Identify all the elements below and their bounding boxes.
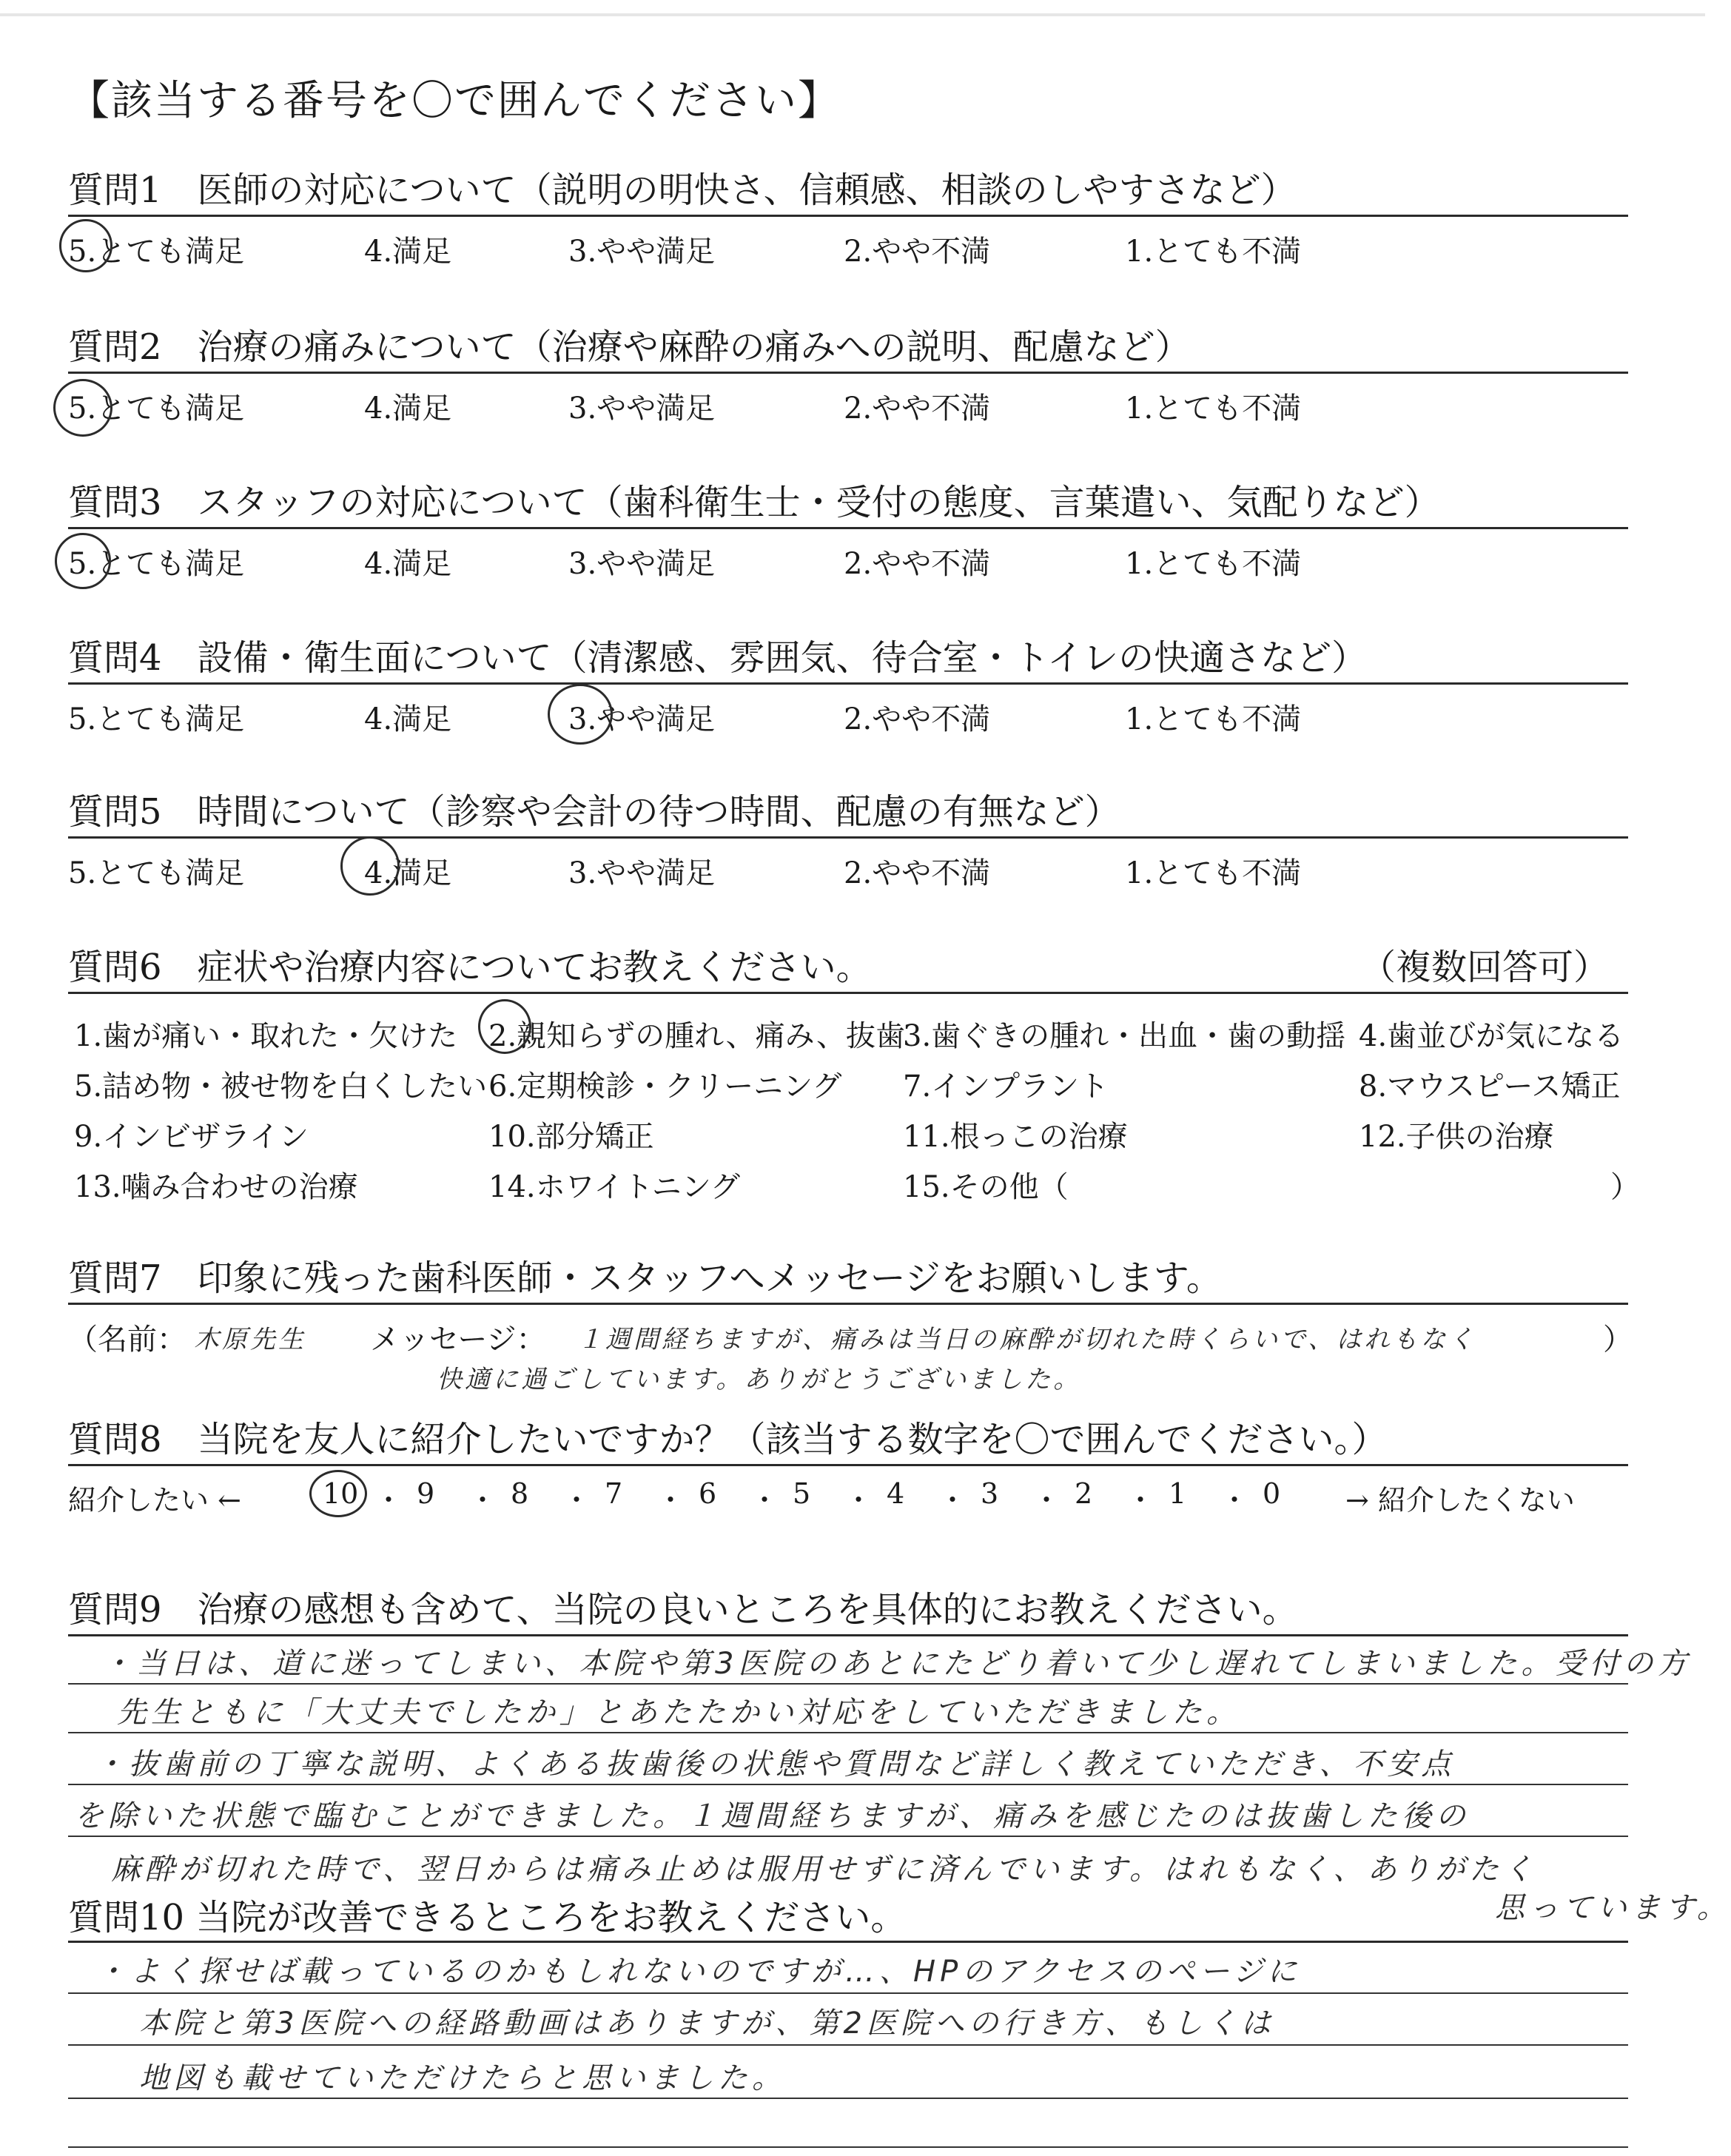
q2-option-4[interactable]: 4.満足 <box>364 392 452 426</box>
q2-option-3[interactable]: 3.やや満足 <box>568 392 716 426</box>
q7-title: 質問7 印象に残った歯科医師・スタッフへメッセージをお願いします。 <box>68 1257 1222 1299</box>
q10-answer-line-3[interactable]: 地図も載せていただけたらと思いました。 <box>139 2061 786 2095</box>
q6-option-3[interactable]: 3.歯ぐきの腫れ・出血・歯の動揺 <box>903 1019 1346 1053</box>
q8-scale-separator: ・ <box>1126 1484 1155 1517</box>
q6-option-2[interactable]: 2.親知らずの腫れ、痛み、抜歯 <box>488 1019 905 1053</box>
q3-option-5[interactable]: 5.とても満足 <box>68 547 245 581</box>
q7-name-handwritten[interactable]: 木原先生 <box>194 1325 306 1354</box>
q3-option-4[interactable]: 4.満足 <box>364 547 452 581</box>
q8-right-label: → 紹介したくない <box>1345 1484 1575 1517</box>
q1-option-2[interactable]: 2.やや不満 <box>844 235 991 269</box>
q8-scale-9[interactable]: 9 <box>417 1477 435 1510</box>
q6-option-13[interactable]: 13.噛み合わせの治療 <box>74 1170 358 1204</box>
q9-answer-line-2[interactable]: 先生ともに「大丈夫でしたか」とあたたかい対応をしていただきました。 <box>117 1696 1240 1730</box>
q4-selection-circle <box>548 684 613 745</box>
q2-title: 質問2 治療の痛みについて（治療や麻酔の痛みへの説明、配慮など） <box>68 326 1191 368</box>
q8-scale-5[interactable]: 5 <box>793 1477 811 1510</box>
q7-name-label: （名前： <box>68 1323 186 1357</box>
q8-scale-10[interactable]: 10 <box>323 1477 359 1510</box>
q7-rule <box>68 1303 1628 1305</box>
q1-option-4[interactable]: 4.満足 <box>364 235 452 269</box>
q1-selection-circle <box>59 219 112 272</box>
q5-option-4[interactable]: 4.満足 <box>364 856 452 890</box>
q5-option-5[interactable]: 5.とても満足 <box>68 856 245 890</box>
q6-option-15[interactable]: 15.その他（ <box>903 1170 1069 1204</box>
q1-option-1[interactable]: 1.とても不満 <box>1125 235 1302 269</box>
q9-writing-line-2 <box>68 1732 1628 1733</box>
q9-answer-line-4[interactable]: を除いた状態で臨むことができました。１週間経ちますが、痛みを感じたのは抜歯した後の <box>74 1799 1470 1833</box>
q4-option-5[interactable]: 5.とても満足 <box>68 702 245 736</box>
q5-option-1[interactable]: 1.とても不満 <box>1125 856 1302 890</box>
page-heading: 【該当する番号を〇で囲んでください】 <box>68 77 841 125</box>
q8-scale-7[interactable]: 7 <box>605 1477 623 1510</box>
q5-option-2[interactable]: 2.やや不満 <box>844 856 991 890</box>
q3-option-1[interactable]: 1.とても不満 <box>1125 547 1302 581</box>
q4-option-2[interactable]: 2.やや不満 <box>844 702 991 736</box>
q10-answer-line-2[interactable]: 本院と第3医院への経路動画はありますが、第2医院への行き方、もしくは <box>139 2006 1275 2041</box>
q8-scale-separator: ・ <box>1220 1484 1249 1517</box>
q5-selection-circle <box>340 836 400 896</box>
q9-rule <box>68 1634 1628 1636</box>
q3-selection-circle <box>55 533 111 589</box>
q6-option-6[interactable]: 6.定期検診・クリーニング <box>488 1069 842 1104</box>
q3-rule <box>68 527 1628 529</box>
q1-option-3[interactable]: 3.やや満足 <box>568 235 716 269</box>
q3-title: 質問3 スタッフの対応について（歯科衛生士・受付の態度、言葉遣い、気配りなど） <box>68 482 1440 523</box>
q6-rule <box>68 992 1628 994</box>
q9-answer-tail[interactable]: 思っています。 <box>1495 1891 1731 1925</box>
q9-writing-line-1 <box>68 1683 1628 1685</box>
q6-option-9[interactable]: 9.インビザライン <box>74 1120 309 1154</box>
q4-title: 質問4 設備・衛生面について（清潔感、雰囲気、待合室・トイレの快適さなど） <box>68 637 1368 679</box>
q1-option-5[interactable]: 5.とても満足 <box>68 235 245 269</box>
q8-scale-separator: ・ <box>938 1484 967 1517</box>
q1-title: 質問1 医師の対応について（説明の明快さ、信頼感、相談のしやすさなど） <box>68 169 1297 211</box>
q6-option-11[interactable]: 11.根っこの治療 <box>903 1120 1128 1154</box>
q2-option-2[interactable]: 2.やや不満 <box>844 392 991 426</box>
q3-option-3[interactable]: 3.やや満足 <box>568 547 716 581</box>
q8-left-label: 紹介したい ← <box>68 1484 241 1517</box>
q10-writing-line-4 <box>68 2146 1628 2148</box>
q4-option-1[interactable]: 1.とても不満 <box>1125 702 1302 736</box>
q8-scale-separator: ・ <box>844 1484 873 1517</box>
q6-option-10[interactable]: 10.部分矯正 <box>488 1120 654 1154</box>
q8-selection-circle <box>309 1470 367 1517</box>
q9-answer-line-1[interactable]: ・当日は、道に迷ってしまい、本院や第3医院のあとにたどり着いて少し遅れてしまいました。受付の方 <box>102 1647 1692 1681</box>
q8-scale-separator: ・ <box>374 1484 403 1517</box>
q7-message-line-2[interactable]: 快適に過ごしています。ありがとうございました。 <box>437 1365 1082 1394</box>
q8-title: 質問8 当院を友人に紹介したいですか？（該当する数字を〇で囲んでください。） <box>68 1419 1388 1460</box>
q6-option-12[interactable]: 12.子供の治療 <box>1359 1120 1554 1154</box>
q6-selection-circle <box>478 999 531 1054</box>
q5-title: 質問5 時間について（診察や会計の待つ時間、配慮の有無など） <box>68 791 1120 833</box>
q4-option-3[interactable]: 3.やや満足 <box>568 702 716 736</box>
q8-rule <box>68 1464 1628 1466</box>
q6-multiple-answers-note: （複数回答可） <box>1360 947 1610 988</box>
q9-writing-line-3 <box>68 1784 1628 1785</box>
q6-option-7[interactable]: 7.インプラント <box>903 1069 1109 1104</box>
scan-top-edge <box>0 13 1705 16</box>
q9-title: 質問9 治療の感想も含めて、当院の良いところを具体的にお教えください。 <box>68 1589 1298 1631</box>
q5-option-3[interactable]: 3.やや満足 <box>568 856 716 890</box>
q9-answer-line-3[interactable]: ・抜歯前の丁寧な説明、よくある抜歯後の状態や質問など詳しく教えていただき、不安点 <box>95 1747 1456 1781</box>
q8-scale-4[interactable]: 4 <box>887 1477 905 1510</box>
q8-scale-8[interactable]: 8 <box>511 1477 529 1510</box>
q8-scale-separator: ・ <box>750 1484 779 1517</box>
q7-message-label: メッセージ： <box>370 1323 546 1357</box>
q8-scale-0[interactable]: 0 <box>1263 1477 1281 1510</box>
q6-option-14[interactable]: 14.ホワイトニング <box>488 1170 741 1204</box>
q8-scale-1[interactable]: 1 <box>1169 1477 1187 1510</box>
q7-close-paren: ） <box>1603 1323 1633 1357</box>
q6-title: 質問6 症状や治療内容についてお教えください。 <box>68 947 872 988</box>
q6-option-5[interactable]: 5.詰め物・被せ物を白くしたい <box>74 1069 488 1104</box>
q2-option-1[interactable]: 1.とても不満 <box>1125 392 1302 426</box>
q1-rule <box>68 215 1628 217</box>
q8-scale-separator: ・ <box>1032 1484 1061 1517</box>
q8-scale-3[interactable]: 3 <box>981 1477 999 1510</box>
q10-writing-line-2 <box>68 2044 1628 2046</box>
q4-option-4[interactable]: 4.満足 <box>364 702 452 736</box>
q10-writing-line-3 <box>68 2098 1628 2099</box>
q2-selection-circle <box>53 379 112 437</box>
q8-scale-separator: ・ <box>562 1484 591 1517</box>
q5-rule <box>68 836 1628 839</box>
q6-other-close-paren: ） <box>1610 1170 1640 1204</box>
q6-option-4[interactable]: 4.歯並びが気になる <box>1359 1019 1624 1053</box>
q10-writing-line-1 <box>68 1992 1628 1994</box>
q2-option-5[interactable]: 5.とても満足 <box>68 392 245 426</box>
q9-answer-line-5[interactable]: 麻酔が切れた時で、翌日からは痛み止めは服用せずに済んでいます。はれもなく、ありがたく <box>111 1853 1538 1887</box>
q10-answer-line-1[interactable]: ・よく探せば載っているのかもしれないのですが…、HPのアクセスのページに <box>96 1955 1302 1989</box>
q8-scale-separator: ・ <box>468 1484 497 1517</box>
q8-scale-2[interactable]: 2 <box>1075 1477 1093 1510</box>
q3-option-2[interactable]: 2.やや不満 <box>844 547 991 581</box>
q8-scale-separator: ・ <box>656 1484 685 1517</box>
q10-title: 質問10 当院が改善できるところをお教えください。 <box>68 1897 907 1938</box>
q8-scale-6[interactable]: 6 <box>699 1477 717 1510</box>
q6-option-8[interactable]: 8.マウスピース矯正 <box>1359 1069 1621 1104</box>
q7-message-line-1[interactable]: １週間経ちますが、痛みは当日の麻酔が切れた時くらいで、はれもなく <box>577 1325 1477 1354</box>
q4-rule <box>68 682 1628 685</box>
q10-rule <box>68 1941 1628 1943</box>
q6-option-1[interactable]: 1.歯が痛い・取れた・欠けた <box>74 1019 458 1053</box>
q9-writing-line-4 <box>68 1836 1628 1837</box>
q2-rule <box>68 372 1628 374</box>
